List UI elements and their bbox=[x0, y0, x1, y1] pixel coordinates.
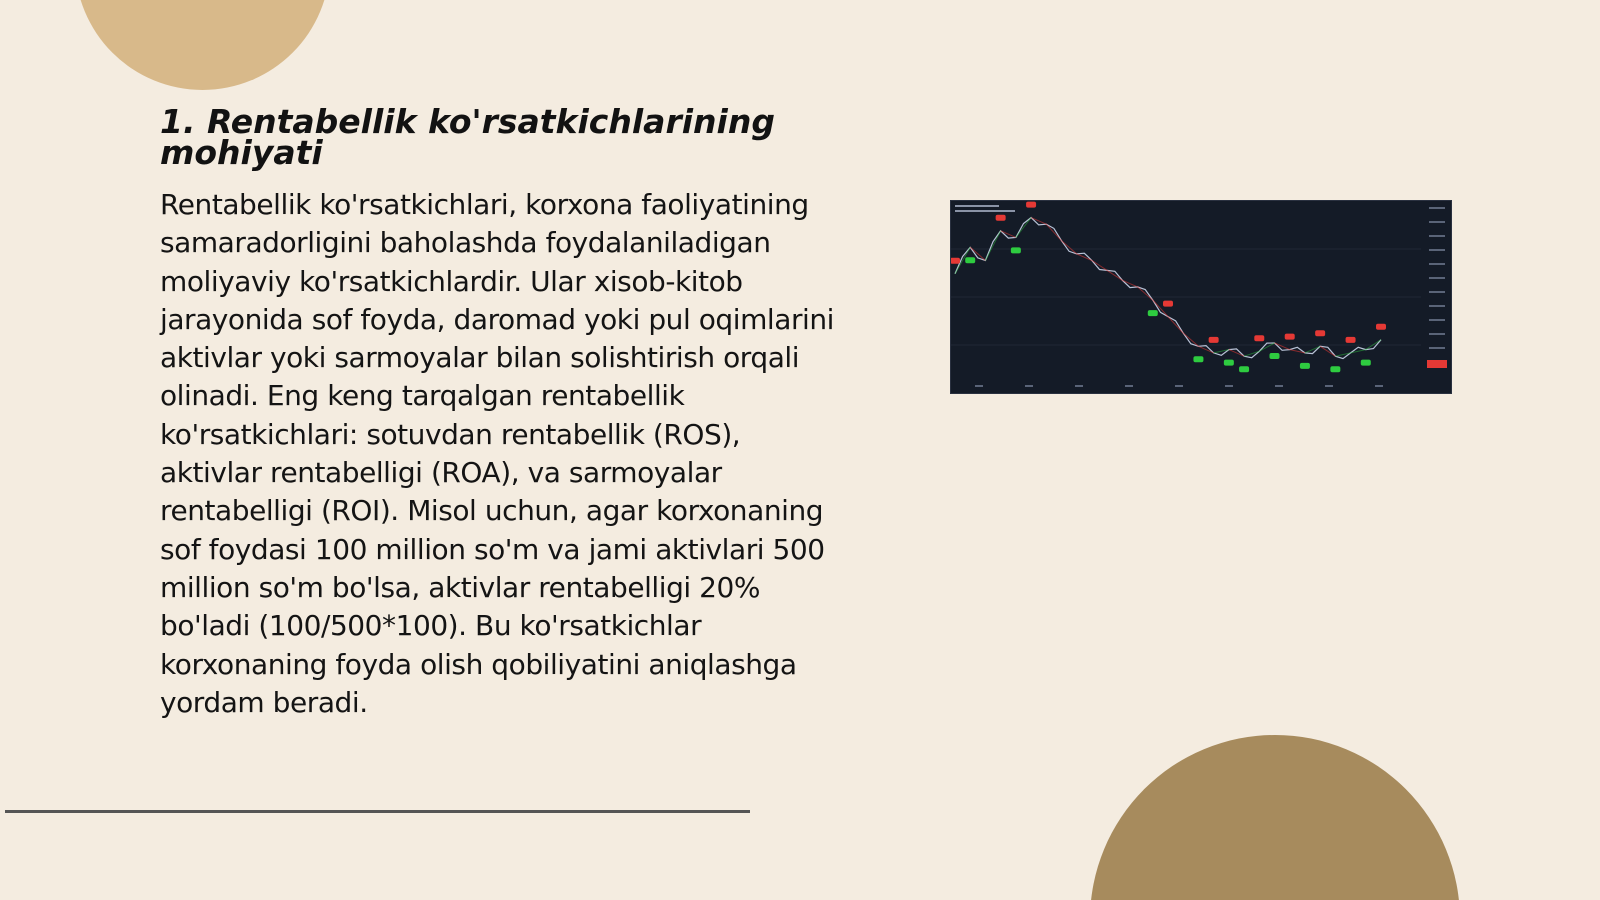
price-chart-graphic bbox=[951, 201, 1451, 393]
chart-price-axis bbox=[1427, 207, 1447, 368]
price-segment bbox=[1031, 218, 1046, 225]
sell-signal-marker bbox=[1285, 334, 1295, 340]
price-segment bbox=[1122, 280, 1137, 287]
sell-signal-marker bbox=[996, 215, 1006, 221]
price-segment bbox=[1077, 254, 1092, 261]
buy-signal-marker bbox=[1224, 360, 1234, 366]
chart-header bbox=[955, 205, 1015, 212]
price-line bbox=[955, 218, 1381, 359]
price-segment bbox=[1168, 317, 1183, 334]
price-segment bbox=[1305, 346, 1320, 353]
buy-signal-marker bbox=[1011, 247, 1021, 253]
price-segment bbox=[1275, 343, 1290, 350]
chart-series-group bbox=[955, 218, 1381, 359]
decorative-circle-top bbox=[75, 0, 330, 90]
price-segment bbox=[1046, 224, 1061, 241]
buy-signal-marker bbox=[1148, 310, 1158, 316]
sell-signal-marker bbox=[1026, 202, 1036, 208]
chart-time-axis bbox=[975, 385, 1383, 387]
price-segment bbox=[985, 231, 1000, 261]
sell-signal-marker bbox=[1254, 335, 1264, 341]
chart-grid bbox=[951, 249, 1421, 345]
price-segment bbox=[1198, 346, 1213, 353]
sell-signal-marker bbox=[1163, 301, 1173, 307]
price-segment bbox=[1016, 218, 1031, 238]
price-chart-image bbox=[950, 200, 1452, 394]
sell-signal-marker bbox=[1346, 337, 1356, 343]
price-segment bbox=[1229, 350, 1244, 357]
decorative-circle-bottom bbox=[1090, 735, 1460, 900]
buy-signal-marker bbox=[1300, 363, 1310, 369]
buy-signal-marker bbox=[1270, 353, 1280, 359]
buy-signal-marker bbox=[965, 257, 975, 263]
slide-body-text: Rentabellik ko'rsatkichlari, korxona faoliyatining samaradorligini baholashda foydalaniladigan moliyaviy ko'rsatkichlardir. Ular xisob-kitob jarayonida sof foyda, daromad yoki pul oqimlarini aktivlar yoki sarmoyalar bilan solishtirish orqali olinadi. Eng keng tarqalgan rentabellik ko'rsatkichlari: sotuvdan rentabellik (ROS), aktivlar rentabelligi (ROA), va sarmoyalar rentabelligi (ROI). Misol uchun, agar korxonaning sof foydasi 100 million so'm va jami aktivlari 500 million so'm bo'lsa, aktivlar rentabelligi 20% bo'ladi (100/500*100). Bu ko'rsatkichlar korxonaning foyda olish qobiliyatini aniqlashga yordam beradi. bbox=[160, 188, 834, 719]
buy-signal-marker bbox=[1361, 360, 1371, 366]
price-segment bbox=[1001, 231, 1016, 238]
price-segment bbox=[1259, 343, 1274, 351]
sell-signal-marker bbox=[1315, 330, 1325, 336]
buy-signal-marker bbox=[1193, 356, 1203, 362]
buy-signal-marker bbox=[1330, 366, 1340, 372]
sell-signal-marker bbox=[1376, 324, 1386, 330]
buy-signal-marker bbox=[1239, 366, 1249, 372]
sell-signal-marker bbox=[951, 258, 960, 264]
sell-signal-marker bbox=[1209, 337, 1219, 343]
slide-title: 1. Rentabellik ko'rsatkichlarining mohiyati bbox=[160, 102, 775, 172]
divider-line bbox=[5, 810, 750, 813]
